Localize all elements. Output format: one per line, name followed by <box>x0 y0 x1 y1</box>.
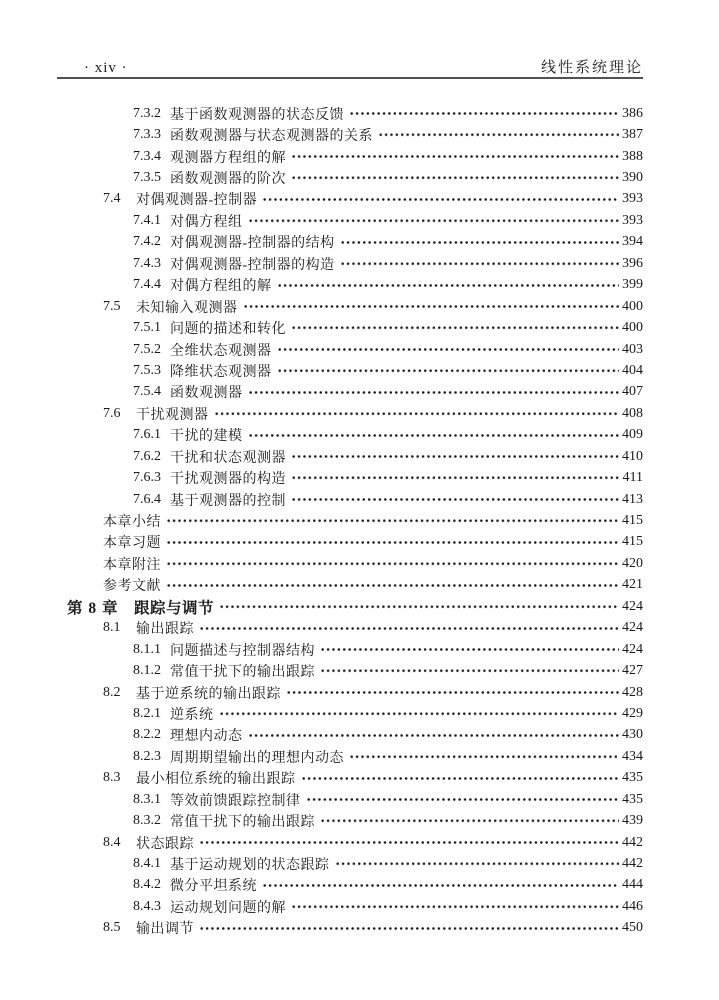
toc-leader-dots <box>166 553 619 574</box>
toc-entry-number: 7.4.1 <box>133 212 161 228</box>
toc-entry <box>57 553 643 574</box>
toc-entry-title: 基于观测器的控制 <box>170 493 286 509</box>
toc-entry <box>57 639 643 660</box>
toc-entry-number: 8.1.2 <box>133 663 161 679</box>
page-number-roman: · xiv · <box>84 60 128 76</box>
toc-entry <box>57 875 643 896</box>
toc-entry-title: 微分平坦系统 <box>170 879 257 895</box>
toc-entry-number: 8.1.1 <box>133 641 161 657</box>
toc-entry-title: 理想内动态 <box>170 729 243 745</box>
toc-entry <box>57 425 643 446</box>
toc-entry <box>57 360 643 381</box>
toc-entry <box>57 103 643 124</box>
toc-entry <box>57 167 643 188</box>
toc-entry-title: 本章附注 <box>103 557 161 573</box>
toc-entry <box>57 232 643 253</box>
toc-entry-page: 409 <box>622 427 643 443</box>
toc-entry <box>57 210 643 231</box>
toc-leader-dots <box>248 725 620 746</box>
toc-entry-title: 干扰观测器的构造 <box>170 472 286 488</box>
toc-entry <box>57 296 643 317</box>
toc-entry-page: 429 <box>622 705 643 721</box>
toc-entry-page: 415 <box>622 513 643 529</box>
toc-entry-number: 7.6 <box>103 405 121 421</box>
toc-entry-title: 等效前馈跟踪控制律 <box>170 793 301 809</box>
toc-entry-number: 7.5.4 <box>133 384 161 400</box>
toc-leader-dots <box>166 532 619 553</box>
toc-entry-page: 424 <box>622 641 643 657</box>
book-title: 线性系统理论 <box>540 60 643 76</box>
toc-entry <box>57 832 643 853</box>
toc-entry-number: 7.6.4 <box>133 491 161 507</box>
toc-entry-number: 7.3.3 <box>133 127 161 143</box>
toc-leader-dots <box>248 210 620 231</box>
toc-entry-title: 输出调节 <box>136 922 194 938</box>
toc-leader-dots <box>306 789 620 810</box>
toc-entry-title: 干扰观测器 <box>136 407 209 423</box>
toc-leader-dots <box>277 275 620 296</box>
toc-entry-title: 逆系统 <box>170 707 214 723</box>
toc-entry-page: 446 <box>622 898 643 914</box>
toc-entry-number: 7.4.4 <box>133 277 161 293</box>
running-header <box>57 56 643 77</box>
toc-entry <box>57 703 643 724</box>
toc-leader-dots <box>291 146 619 167</box>
toc-leader-dots <box>277 360 620 381</box>
toc-entry-number: 8.2.3 <box>133 748 161 764</box>
toc-entry-title: 降维状态观测器 <box>170 364 272 380</box>
toc-entry-title: 基于运动规划的状态跟踪 <box>170 858 330 874</box>
toc-entry <box>57 146 643 167</box>
toc-entry-number: 8.2.2 <box>133 727 161 743</box>
toc-leader-dots <box>291 489 619 510</box>
toc-entry-title: 干扰的建模 <box>170 429 243 445</box>
toc-entry-page: 428 <box>622 684 643 700</box>
toc-entry <box>57 532 643 553</box>
toc-entry-number: 8.1 <box>103 620 121 636</box>
toc-entry-page: 396 <box>622 255 643 271</box>
toc-entry-page: 399 <box>622 277 643 293</box>
toc-entry-page: 415 <box>622 534 643 550</box>
toc-entry-title: 运动规划问题的解 <box>170 900 286 916</box>
toc-entry-page: 442 <box>622 834 643 850</box>
toc-entry-number: 8.3 <box>103 770 121 786</box>
toc-entry <box>57 725 643 746</box>
toc-leader-dots <box>199 918 619 939</box>
toc-entry-title: 本章习题 <box>103 536 161 552</box>
toc-entry-page: 430 <box>622 727 643 743</box>
toc-entry-page: 439 <box>622 813 643 829</box>
toc-leader-dots <box>349 103 619 124</box>
toc-entry-title: 对偶方程组的解 <box>170 279 272 295</box>
toc-entry <box>57 467 643 488</box>
toc-leader-dots <box>199 832 619 853</box>
toc-leader-dots <box>199 618 619 639</box>
toc-leader-dots <box>340 253 619 274</box>
toc-leader-dots <box>320 660 619 681</box>
toc-leader-dots <box>291 167 619 188</box>
toc-entry-title: 对偶观测器-控制器 <box>136 193 258 209</box>
toc-entry <box>57 660 643 681</box>
toc-leader-dots <box>291 467 620 488</box>
toc-entry-title: 基于函数观测器的状态反馈 <box>170 107 344 123</box>
toc-entry-number: 8.3.2 <box>133 813 161 829</box>
toc-entry <box>57 317 643 338</box>
toc-entry <box>57 768 643 789</box>
toc-leader-dots <box>248 382 620 403</box>
toc-entry <box>57 575 643 596</box>
toc-entry <box>57 189 643 210</box>
toc-entry <box>57 124 643 145</box>
toc-entry-number: 8.4.3 <box>133 898 161 914</box>
toc-entry-number: 7.6.3 <box>133 470 161 486</box>
toc-entry <box>57 339 643 360</box>
toc-entry-page: 424 <box>622 598 643 614</box>
toc-entry-number: 7.4 <box>103 191 121 207</box>
toc-entry-page: 420 <box>622 555 643 571</box>
toc-entry-title: 问题描述与控制器结构 <box>170 643 315 659</box>
toc-entry <box>57 596 643 617</box>
toc-entry-title: 基于逆系统的输出跟踪 <box>136 686 281 702</box>
toc-entry-page: 390 <box>622 170 643 186</box>
toc-entry-page: 386 <box>622 105 643 121</box>
toc-entry-number: 7.6.2 <box>133 448 161 464</box>
toc-entry-page: 435 <box>622 791 643 807</box>
toc-entry-page: 411 <box>622 470 643 486</box>
toc-entry-page: 450 <box>622 920 643 936</box>
toc-leader-dots <box>291 317 619 338</box>
toc-entry-number: 7.5 <box>103 298 121 314</box>
toc-leader-dots <box>320 639 619 660</box>
toc-entry-title: 输出跟踪 <box>136 622 194 638</box>
toc-entry-page: 387 <box>622 127 643 143</box>
toc-leader-dots <box>340 232 619 253</box>
toc-entry <box>57 510 643 531</box>
toc-entry-page: 442 <box>622 856 643 872</box>
toc-entry-page: 434 <box>622 748 643 764</box>
toc-entry-title: 常值干扰下的输出跟踪 <box>170 665 315 681</box>
toc-entry-title: 最小相位系统的输出跟踪 <box>136 772 296 788</box>
toc-entry-number: 8.2.1 <box>133 705 161 721</box>
toc-entry-title: 全维状态观测器 <box>170 343 272 359</box>
toc-list <box>57 103 643 939</box>
toc-entry <box>57 853 643 874</box>
toc-entry-number: 8.4.2 <box>133 877 161 893</box>
toc-entry-number: 8.5 <box>103 920 121 936</box>
toc-entry-page: 410 <box>622 448 643 464</box>
toc-entry-title: 观测器方程组的解 <box>170 150 286 166</box>
toc-leader-dots <box>219 596 619 617</box>
toc-leader-dots <box>378 124 619 145</box>
toc-entry <box>57 489 643 510</box>
toc-entry-number: 7.6.1 <box>133 427 161 443</box>
toc-entry <box>57 682 643 703</box>
toc-entry-title: 本章小结 <box>103 515 161 531</box>
toc-entry-number: 7.5.1 <box>133 320 161 336</box>
toc-entry-title: 函数观测器与状态观测器的关系 <box>170 129 373 145</box>
toc-entry-number: 8.2 <box>103 684 121 700</box>
toc-entry-page: 435 <box>622 770 643 786</box>
toc-leader-dots <box>277 339 620 360</box>
toc-entry <box>57 810 643 831</box>
toc-entry-title: 常值干扰下的输出跟踪 <box>170 815 315 831</box>
toc-leader-dots <box>214 403 620 424</box>
toc-entry-title: 参考文献 <box>103 579 161 595</box>
toc-entry-page: 421 <box>622 577 643 593</box>
toc-leader-dots <box>335 853 620 874</box>
toc-entry-number: 7.5.2 <box>133 341 161 357</box>
toc-entry-page: 407 <box>622 384 643 400</box>
toc-entry <box>57 746 643 767</box>
toc-entry-number: 8.4.1 <box>133 856 161 872</box>
toc-entry-title: 对偶观测器-控制器的构造 <box>170 257 335 273</box>
toc-entry-page: 413 <box>622 491 643 507</box>
toc-entry-title: 对偶观测器-控制器的结构 <box>170 236 335 252</box>
toc-entry-page: 394 <box>622 234 643 250</box>
toc-entry <box>57 446 643 467</box>
toc-entry-title: 问题的描述和转化 <box>170 322 286 338</box>
toc-leader-dots <box>166 510 619 531</box>
toc-entry-title: 函数观测器的阶次 <box>170 172 286 188</box>
toc-entry <box>57 382 643 403</box>
toc-leader-dots <box>286 682 619 703</box>
toc-entry <box>57 403 643 424</box>
toc-entry <box>57 789 643 810</box>
toc-entry <box>57 253 643 274</box>
toc-entry-title: 函数观测器 <box>170 386 243 402</box>
toc-entry-number: 7.4.3 <box>133 255 161 271</box>
toc-leader-dots <box>349 746 619 767</box>
toc-entry-title: 跟踪与调节 <box>134 599 215 617</box>
toc-entry <box>57 918 643 939</box>
toc-entry-number: 7.3.4 <box>133 148 161 164</box>
toc-entry <box>57 275 643 296</box>
toc-entry-number: 7.5.3 <box>133 362 161 378</box>
toc-entry-page: 400 <box>622 298 643 314</box>
toc-leader-dots <box>248 425 620 446</box>
toc-entry-page: 393 <box>622 191 643 207</box>
toc-entry-page: 424 <box>622 620 643 636</box>
toc-leader-dots <box>320 810 619 831</box>
toc-entry-title: 周期期望输出的理想内动态 <box>170 750 344 766</box>
toc-entry-title: 对偶方程组 <box>170 214 243 230</box>
toc-entry-page: 393 <box>622 212 643 228</box>
toc-entry-page: 427 <box>622 663 643 679</box>
toc-entry-page: 444 <box>622 877 643 893</box>
toc-entry-number: 7.4.2 <box>133 234 161 250</box>
toc-entry-page: 400 <box>622 320 643 336</box>
toc-entry-title: 干扰和状态观测器 <box>170 450 286 466</box>
toc-leader-dots <box>301 768 620 789</box>
toc-leader-dots <box>291 896 619 917</box>
toc-entry-number: 7.3.2 <box>133 105 161 121</box>
toc-entry-title: 状态跟踪 <box>136 836 194 852</box>
toc-leader-dots <box>262 189 619 210</box>
toc-entry-number: 第 8 章 <box>67 599 119 617</box>
toc-leader-dots <box>166 575 619 596</box>
toc-entry-page: 404 <box>622 362 643 378</box>
toc-entry <box>57 618 643 639</box>
toc-entry-page: 388 <box>622 148 643 164</box>
toc-leader-dots <box>262 875 619 896</box>
toc-entry-number: 7.3.5 <box>133 170 161 186</box>
toc-entry-number: 8.3.1 <box>133 791 161 807</box>
toc-entry-page: 403 <box>622 341 643 357</box>
toc-leader-dots <box>219 703 620 724</box>
toc-entry <box>57 896 643 917</box>
header-rule <box>57 77 643 79</box>
toc-entry-page: 408 <box>622 405 643 421</box>
toc-leader-dots <box>243 296 620 317</box>
toc-leader-dots <box>291 446 619 467</box>
toc-entry-number: 8.4 <box>103 834 121 850</box>
toc-entry-title: 未知输入观测器 <box>136 300 238 316</box>
